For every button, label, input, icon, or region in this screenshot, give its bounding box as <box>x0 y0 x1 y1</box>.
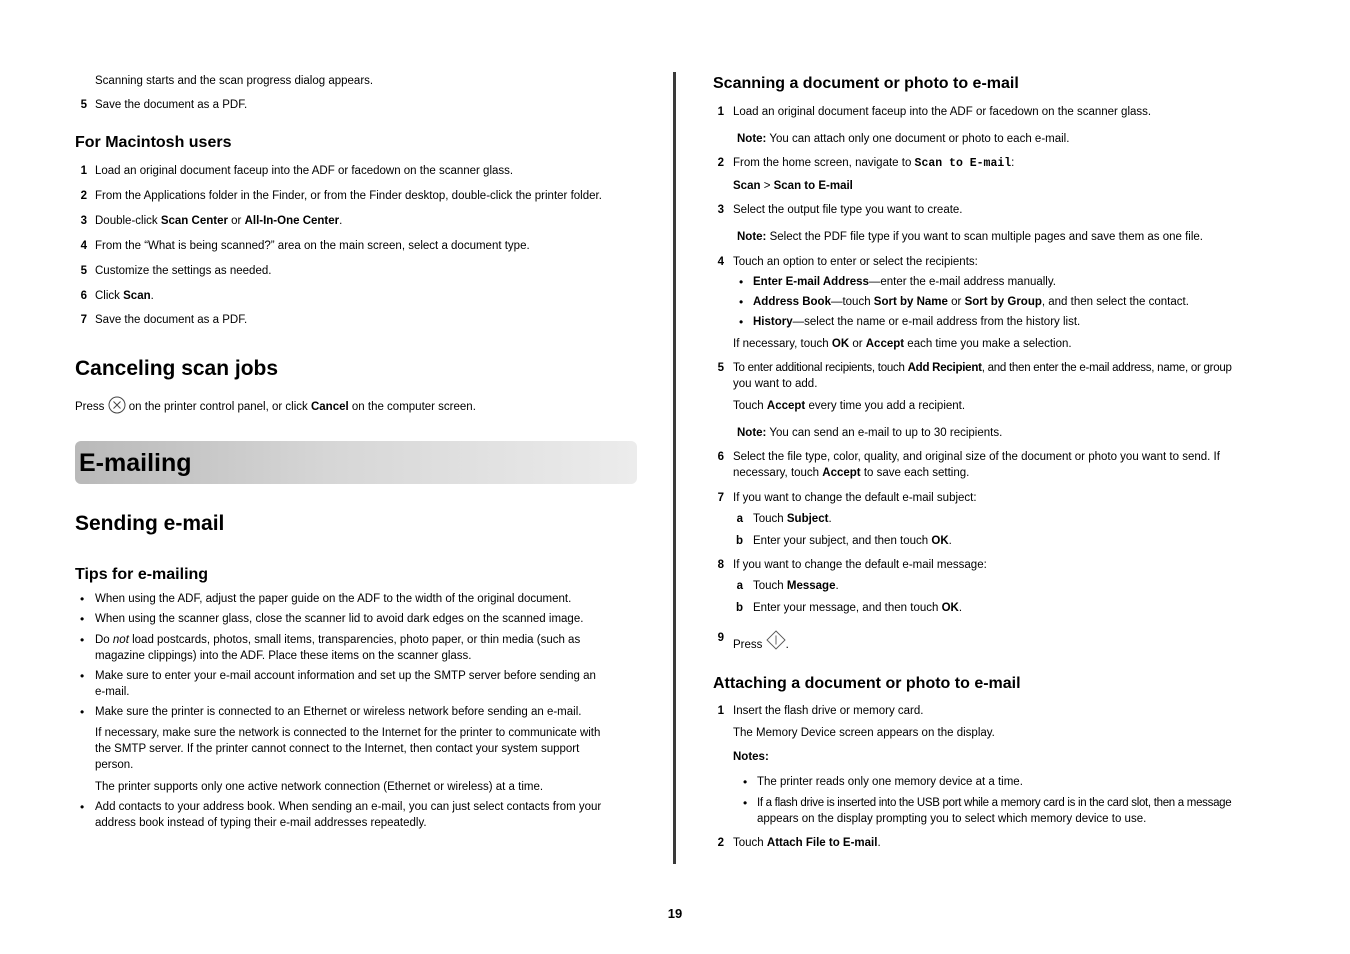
note-text: If a flash drive is inserted into the USB port while a memory card is in the card slot, then a message <box>757 797 1232 809</box>
step-text <box>733 465 969 481</box>
column-divider <box>673 72 676 864</box>
scan-to-email-heading: Scanning a document or photo to e-mail <box>713 75 1019 92</box>
substep-text <box>753 511 832 527</box>
step-text <box>95 213 342 229</box>
step-number: 7 <box>80 314 87 326</box>
step-text: Save the document as a PDF. <box>95 314 248 326</box>
step-number: 2 <box>717 837 724 849</box>
option-label: History <box>753 316 793 328</box>
text: . <box>785 639 789 651</box>
tip-text: magazine clippings) into the ADF. Place these items on the scanner glass. <box>95 650 472 662</box>
text: , and then enter the e-mail address, name, or group <box>981 362 1232 374</box>
step-text <box>95 288 154 304</box>
canceling-heading: Canceling scan jobs <box>75 357 279 380</box>
tip-text: When using the ADF, adjust the paper guide on the ADF to the width of the original document. <box>95 593 572 605</box>
step-text: From the Applications folder in the Finder, or from the Finder desktop, double-click the printer folder. <box>95 190 602 202</box>
message-label: Message <box>786 580 836 592</box>
step-paragraph: The Memory Device screen appears on the display. <box>733 727 995 739</box>
step-number: 6 <box>80 290 87 302</box>
text: on the printer control panel, or click <box>125 401 311 413</box>
step-number: 3 <box>80 215 87 227</box>
tip-text: When using the scanner glass, close the scanner lid to avoid dark edges on the scanned image. <box>95 613 584 625</box>
ok-label: OK <box>831 338 850 350</box>
text: —select the name or e-mail address from the history list. <box>792 316 1081 328</box>
text: : <box>1011 157 1015 169</box>
step-number: 1 <box>80 165 87 177</box>
substep-letter: b <box>735 602 743 614</box>
accept-label: Accept <box>865 338 905 350</box>
sending-heading: Sending e-mail <box>75 512 225 535</box>
all-in-one-center-label: All-In-One Center <box>244 215 340 227</box>
text: . <box>835 580 839 592</box>
note <box>737 131 1069 147</box>
substep-text <box>753 533 952 549</box>
text: . <box>948 535 952 547</box>
add-recipient-label: Add Recipient <box>907 362 982 374</box>
note-label: Note: <box>737 427 767 439</box>
text: —enter the e-mail address manually. <box>868 276 1056 288</box>
text: . <box>828 513 832 525</box>
text: Do <box>95 634 113 646</box>
text: Press <box>733 639 766 651</box>
step-number: 7 <box>717 492 724 504</box>
bullet-icon: • <box>80 669 85 683</box>
scan-to-email-code: Scan to E-mail <box>914 157 1012 170</box>
text: or <box>947 296 965 308</box>
text: on the computer screen. <box>348 401 476 413</box>
step-number: 5 <box>717 362 724 374</box>
tip-paragraph: person. <box>95 759 134 771</box>
step-number: 4 <box>717 256 724 268</box>
text: From the home screen, navigate to <box>733 157 915 169</box>
text: . <box>958 602 963 614</box>
accept-label: Accept <box>766 400 806 412</box>
tip-text: Add contacts to your address book. When sending an e-mail, you can just select contacts from your <box>95 801 602 813</box>
option-label: Sort by Name <box>873 296 948 308</box>
note-label: Note: <box>737 133 767 145</box>
step-number: 5 <box>80 99 87 111</box>
chapter-title: E-mailing <box>79 449 192 477</box>
text: load postcards, photos, small items, transparencies, photo paper, or thin media (such as <box>128 634 581 646</box>
step-text: Save the document as a PDF. <box>95 99 248 111</box>
step-text <box>733 360 1232 376</box>
chapter-banner <box>75 441 637 484</box>
bullet-icon: • <box>80 612 85 626</box>
notes-label: Notes: <box>733 751 769 763</box>
substep-text <box>753 578 839 594</box>
text: each time you make a selection. <box>904 338 1072 350</box>
step-text: you want to add. <box>733 378 818 390</box>
attaching-heading: Attaching a document or photo to e-mail <box>713 675 1021 692</box>
step-text <box>733 155 1014 172</box>
bullet-icon: • <box>743 775 748 789</box>
bullet-icon: • <box>739 295 744 309</box>
text: to save each setting. <box>860 467 970 479</box>
start-diamond-icon <box>766 630 786 655</box>
step-text <box>733 630 789 655</box>
step-number: 3 <box>717 204 724 216</box>
tip-text: Make sure to enter your e-mail account information and set up the SMTP server before sending an <box>95 670 596 682</box>
step-number: 2 <box>717 157 724 169</box>
text: every time you add a recipient. <box>805 400 966 412</box>
tip-text <box>95 632 580 648</box>
tips-heading: Tips for e-mailing <box>75 566 209 583</box>
tip-paragraph: the SMTP server. If the printer cannot connect to the Internet, then contact your system support <box>95 743 580 755</box>
step-paragraph <box>733 398 965 414</box>
ok-label: OK <box>941 602 959 614</box>
substep-text <box>753 600 962 616</box>
step-number: 1 <box>717 705 724 717</box>
step-text: Customize the settings as needed. <box>95 265 272 277</box>
bullet-icon: • <box>80 800 85 814</box>
step-text: Select the output file type you want to create. <box>733 204 963 216</box>
text: Enter your subject, and then touch <box>753 535 932 547</box>
scan-label: Scan <box>123 290 151 302</box>
text: , and then select the contact. <box>1041 296 1189 308</box>
option-label: Enter E-mail Address <box>753 276 869 288</box>
scan-center-label: Scan Center <box>160 215 228 227</box>
bullet-icon: • <box>743 796 748 810</box>
step-number: 9 <box>717 632 724 644</box>
step-text: If you want to change the default e-mail message: <box>733 559 987 571</box>
bullet-icon: • <box>80 633 85 647</box>
step-text: Load an original document faceup into the ADF or facedown on the scanner glass. <box>95 165 514 177</box>
option-text <box>753 274 1056 290</box>
note-text: The printer reads only one memory device at a time. <box>757 776 1023 788</box>
text: Double-click <box>95 215 161 227</box>
note <box>737 229 1203 245</box>
text: Press <box>75 401 108 413</box>
text: . <box>877 837 881 849</box>
step-number: 4 <box>80 240 87 252</box>
note-label: Note: <box>737 231 767 243</box>
step-number: 2 <box>80 190 87 202</box>
attach-file-label: Attach File to E-mail <box>766 837 878 849</box>
step-number: 5 <box>80 265 87 277</box>
tip-paragraph: If necessary, make sure the network is connected to the Internet for the printer to communicate with <box>95 727 601 739</box>
note-text: appears on the display prompting you to select which memory device to use. <box>757 813 1147 825</box>
text: Touch <box>733 837 767 849</box>
subject-label: Subject <box>786 513 829 525</box>
bullet-icon: • <box>80 705 85 719</box>
page-number: 19 <box>667 906 683 921</box>
step-paragraph <box>733 336 1072 352</box>
tip-paragraph: The printer supports only one active network connection (Ethernet or wireless) at a time. <box>95 781 544 793</box>
step-number: 6 <box>717 451 724 463</box>
bullet-icon: • <box>80 592 85 606</box>
ok-label: OK <box>931 535 949 547</box>
step-text: Load an original document faceup into the ADF or facedown on the scanner glass. <box>733 106 1152 118</box>
tip-text: e-mail. <box>95 686 130 698</box>
step-number: 8 <box>717 559 724 571</box>
text: —touch <box>830 296 874 308</box>
text: . <box>339 215 343 227</box>
bullet-icon: • <box>739 315 744 329</box>
step-text: Touch an option to enter or select the recipients: <box>733 256 978 268</box>
step-text <box>733 835 881 851</box>
text: Click <box>95 290 124 302</box>
text: Select the PDF file type if you want to scan multiple pages and save them as one file. <box>766 231 1203 243</box>
bullet-icon: • <box>739 275 744 289</box>
step-number: 1 <box>717 106 724 118</box>
intro-line: Scanning starts and the scan progress dialog appears. <box>95 75 374 87</box>
text: necessary, touch <box>733 467 823 479</box>
cancel-x-icon <box>108 396 126 419</box>
text: You can attach only one document or photo to each e-mail. <box>766 133 1070 145</box>
step-text: From the “What is being scanned?” area on the main screen, select a document type. <box>95 240 530 252</box>
text: Touch <box>753 580 787 592</box>
text: Touch <box>753 513 787 525</box>
tip-text: Make sure the printer is connected to an Ethernet or wireless network before sending an e-mail. <box>95 706 582 718</box>
option-text <box>753 294 1189 310</box>
path-separator: > <box>760 180 774 192</box>
menu-path <box>733 178 853 194</box>
option-label: Address Book <box>753 296 831 308</box>
cancel-label: Cancel <box>310 401 349 413</box>
option-text <box>753 314 1080 330</box>
step-text: Insert the flash drive or memory card. <box>733 705 924 717</box>
step-text: If you want to change the default e-mail subject: <box>733 492 977 504</box>
accept-label: Accept <box>822 467 861 479</box>
path-item: Scan <box>733 180 761 192</box>
option-label: Sort by Group <box>964 296 1042 308</box>
text: or <box>227 215 245 227</box>
emphasis: not <box>112 634 129 646</box>
substep-letter: b <box>735 535 743 547</box>
path-item: Scan to E-mail <box>773 180 853 192</box>
text: Touch <box>733 400 767 412</box>
cancel-paragraph <box>75 396 476 419</box>
text: or <box>849 338 866 350</box>
text: . <box>150 290 154 302</box>
note <box>737 425 1002 441</box>
substep-letter: a <box>736 513 743 525</box>
tip-text: address book instead of typing their e-mail addresses repeatedly. <box>95 817 427 829</box>
substep-letter: a <box>736 580 743 592</box>
text: If necessary, touch <box>733 338 832 350</box>
text: You can send an e-mail to up to 30 recipients. <box>766 427 1003 439</box>
step-text: Select the file type, color, quality, and original size of the document or photo you want to send. If <box>733 451 1220 463</box>
mac-heading: For Macintosh users <box>75 134 232 151</box>
text: Enter your message, and then touch <box>753 602 942 614</box>
text: To enter additional recipients, touch <box>733 362 908 374</box>
